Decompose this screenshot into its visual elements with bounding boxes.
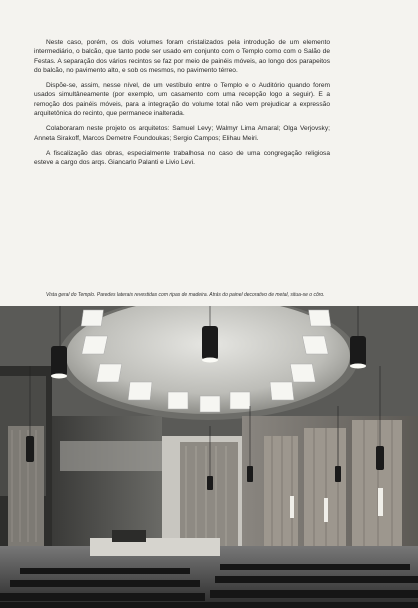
temple-photo xyxy=(0,306,418,608)
photo-caption: Vista geral do Templo. Paredes laterais revestidas com ripas de madeira. Atrás do painel decorativo de metal, situa-se o côro. xyxy=(46,292,325,298)
paragraph-2: Dispõe-se, assim, nesse nível, de um vestíbulo entre o Templo e o Auditório quando forem usados simultâneamente (por exemplo, um casamento com uma recepção logo a seguir). E a remoção dos painéis móveis, para a integração do volume total não vem prejudicar a expressão arquitetônica do recinto, que permanece inalterada. xyxy=(34,82,330,118)
paragraph-4: A fiscalização das obras, especialmente trabalhosa no caso de uma congregação religiosa esteve a cargo dos arqs. Giancarlo Palanti e Livio Levi. xyxy=(34,149,330,167)
paragraph-3: Colaboraram neste projeto os arquitetos: Samuel Levy; Walmyr Lima Amaral; Olga Verjovsky; Anneta Sirakoff, Marcos Demetre Foundoukas; Sergio Campos; Elihau Meiri. xyxy=(34,125,330,142)
article-text xyxy=(34,38,330,174)
temple-interior-image xyxy=(0,306,418,608)
paragraph-1: Neste caso, porém, os dois volumes foram cristalizados pela introdução de um elemento intermediário, o balcão, que tanto pode ser usado em conjunto com o Templo como com o Salão de Festas. A separação dos vários recintos se faz por meio de painéis móveis, ao longo dos parapeitos do balcão, no pavimento alto, e sob os mesmos, no pavimento térreo. xyxy=(34,39,330,74)
